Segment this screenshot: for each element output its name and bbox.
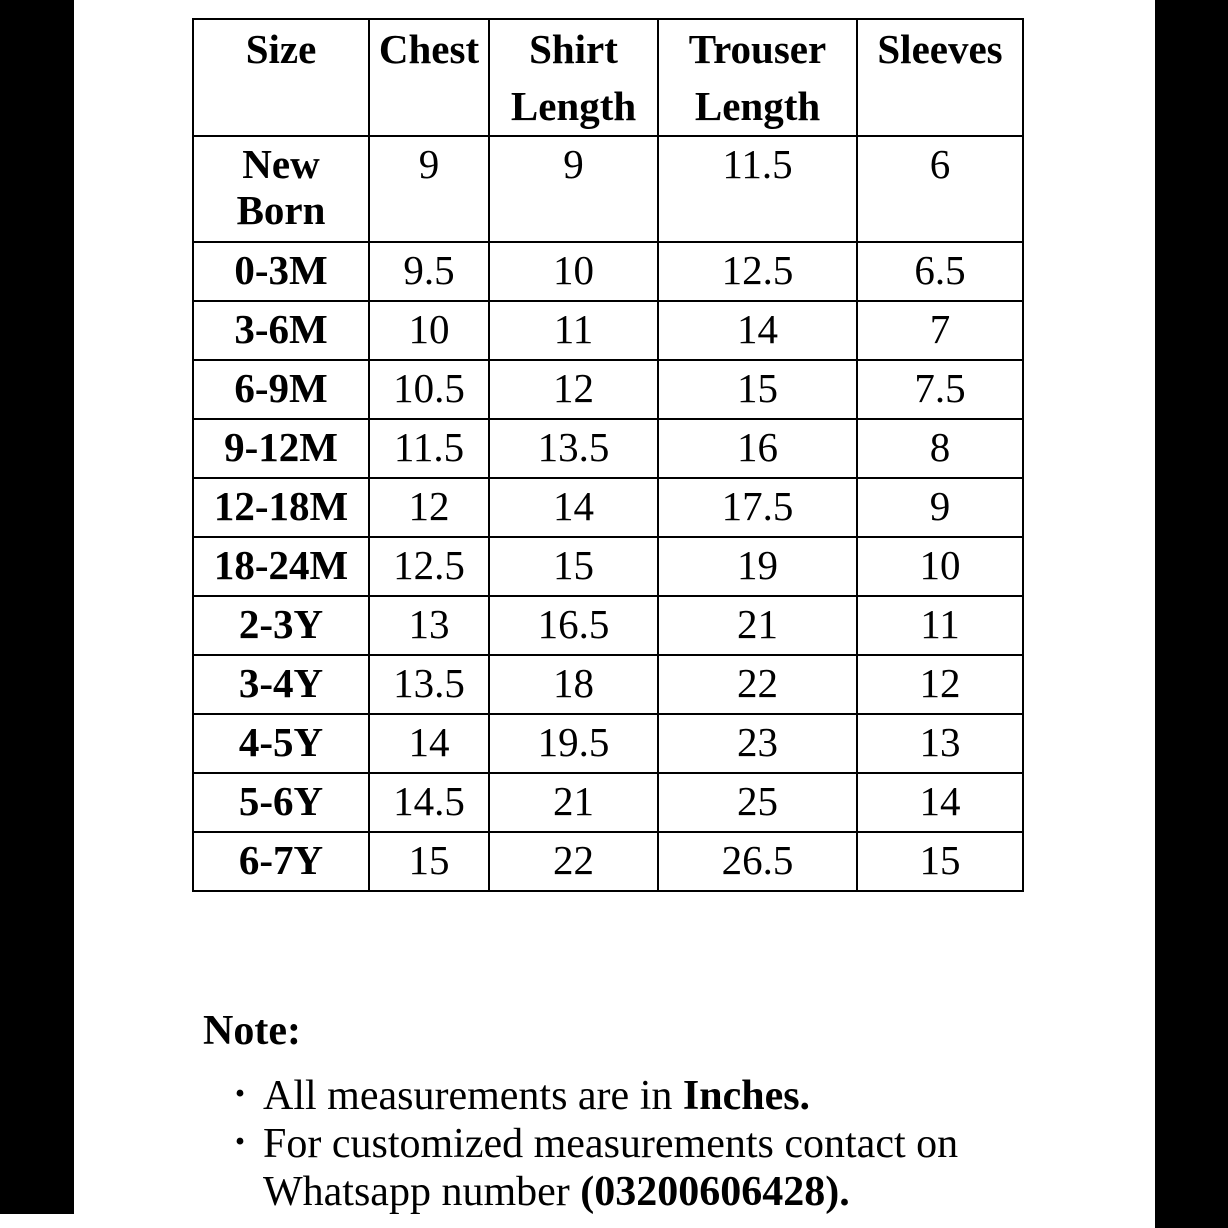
size-chart-table <box>192 18 1024 892</box>
header-row <box>193 19 1023 136</box>
note-text: For customized measurements contact on Whatsapp number <box>263 1121 959 1215</box>
measurement-value-cell: 11.5 <box>369 419 489 478</box>
note-bold-text: (03200606428). <box>580 1169 850 1215</box>
measurement-value-cell: 12.5 <box>369 537 489 596</box>
size-label-cell: 9-12M <box>193 419 369 478</box>
note-text: All measurements are in <box>263 1073 683 1119</box>
table-row <box>193 714 1023 773</box>
column-header-chest: Chest <box>369 19 489 136</box>
measurement-value-cell: 25 <box>658 773 857 832</box>
measurement-value-cell: 10 <box>489 242 658 301</box>
measurement-value-cell: 18 <box>489 655 658 714</box>
measurement-value-cell: 9 <box>489 136 658 242</box>
measurement-value-cell: 14 <box>489 478 658 537</box>
column-header-size: Size <box>193 19 369 136</box>
measurement-value-cell: 12 <box>489 360 658 419</box>
left-letterbox-bar <box>0 0 74 1214</box>
measurement-value-cell: 21 <box>489 773 658 832</box>
column-header-shirt-length: Shirt Length <box>489 19 658 136</box>
measurement-value-cell: 14 <box>658 301 857 360</box>
table-row <box>193 596 1023 655</box>
size-label-cell: 2-3Y <box>193 596 369 655</box>
table-row <box>193 773 1023 832</box>
measurement-value-cell: 11 <box>857 596 1023 655</box>
measurement-value-cell: 14 <box>857 773 1023 832</box>
size-label-cell: 12-18M <box>193 478 369 537</box>
note-bullet-item <box>203 1072 1043 1120</box>
table-row <box>193 537 1023 596</box>
measurement-value-cell: 15 <box>489 537 658 596</box>
measurement-value-cell: 15 <box>658 360 857 419</box>
measurement-value-cell: 14 <box>369 714 489 773</box>
table-row <box>193 419 1023 478</box>
note-section <box>203 1006 1053 1216</box>
size-label-cell: 4-5Y <box>193 714 369 773</box>
size-label-cell: 6-9M <box>193 360 369 419</box>
measurement-value-cell: 13 <box>369 596 489 655</box>
measurement-value-cell: 10.5 <box>369 360 489 419</box>
bullet-dot-icon: · <box>233 1119 248 1165</box>
right-letterbox-bar <box>1155 0 1228 1228</box>
measurement-value-cell: 11 <box>489 301 658 360</box>
measurement-value-cell: 7.5 <box>857 360 1023 419</box>
measurement-value-cell: 21 <box>658 596 857 655</box>
measurement-value-cell: 23 <box>658 714 857 773</box>
measurement-value-cell: 10 <box>369 301 489 360</box>
note-heading: Note: <box>203 1008 301 1054</box>
measurement-value-cell: 22 <box>489 832 658 891</box>
measurement-value-cell: 10 <box>857 537 1023 596</box>
measurement-value-cell: 12 <box>857 655 1023 714</box>
measurement-value-cell: 6 <box>857 136 1023 242</box>
size-label-cell: 5-6Y <box>193 773 369 832</box>
measurement-value-cell: 9.5 <box>369 242 489 301</box>
table-row <box>193 655 1023 714</box>
table-row <box>193 478 1023 537</box>
table-row <box>193 832 1023 891</box>
measurement-value-cell: 13.5 <box>489 419 658 478</box>
size-label-cell: 6-7Y <box>193 832 369 891</box>
note-bullet-item <box>203 1120 1043 1216</box>
measurement-value-cell: 16.5 <box>489 596 658 655</box>
table-row <box>193 242 1023 301</box>
measurement-value-cell: 7 <box>857 301 1023 360</box>
measurement-value-cell: 22 <box>658 655 857 714</box>
measurement-value-cell: 15 <box>857 832 1023 891</box>
measurement-value-cell: 8 <box>857 419 1023 478</box>
size-label-cell: New Born <box>193 136 369 242</box>
table-row <box>193 301 1023 360</box>
size-label-cell: 3-6M <box>193 301 369 360</box>
bullet-dot-icon: · <box>233 1071 248 1117</box>
measurement-value-cell: 14.5 <box>369 773 489 832</box>
column-header-sleeves: Sleeves <box>857 19 1023 136</box>
size-label-cell: 18-24M <box>193 537 369 596</box>
size-label-cell: 3-4Y <box>193 655 369 714</box>
measurement-value-cell: 12 <box>369 478 489 537</box>
measurement-value-cell: 15 <box>369 832 489 891</box>
measurement-value-cell: 9 <box>369 136 489 242</box>
note-list <box>203 1072 1053 1216</box>
measurement-value-cell: 19.5 <box>489 714 658 773</box>
table-row <box>193 360 1023 419</box>
measurement-value-cell: 12.5 <box>658 242 857 301</box>
measurement-value-cell: 13.5 <box>369 655 489 714</box>
column-header-trouser-length: Trouser Length <box>658 19 857 136</box>
measurement-value-cell: 11.5 <box>658 136 857 242</box>
measurement-value-cell: 9 <box>857 478 1023 537</box>
size-label-cell: 0-3M <box>193 242 369 301</box>
measurement-value-cell: 19 <box>658 537 857 596</box>
table-row <box>193 136 1023 242</box>
measurement-value-cell: 13 <box>857 714 1023 773</box>
measurement-value-cell: 16 <box>658 419 857 478</box>
size-chart-body <box>193 136 1023 891</box>
measurement-value-cell: 17.5 <box>658 478 857 537</box>
measurement-value-cell: 26.5 <box>658 832 857 891</box>
measurement-value-cell: 6.5 <box>857 242 1023 301</box>
note-bold-text: Inches. <box>682 1073 811 1119</box>
